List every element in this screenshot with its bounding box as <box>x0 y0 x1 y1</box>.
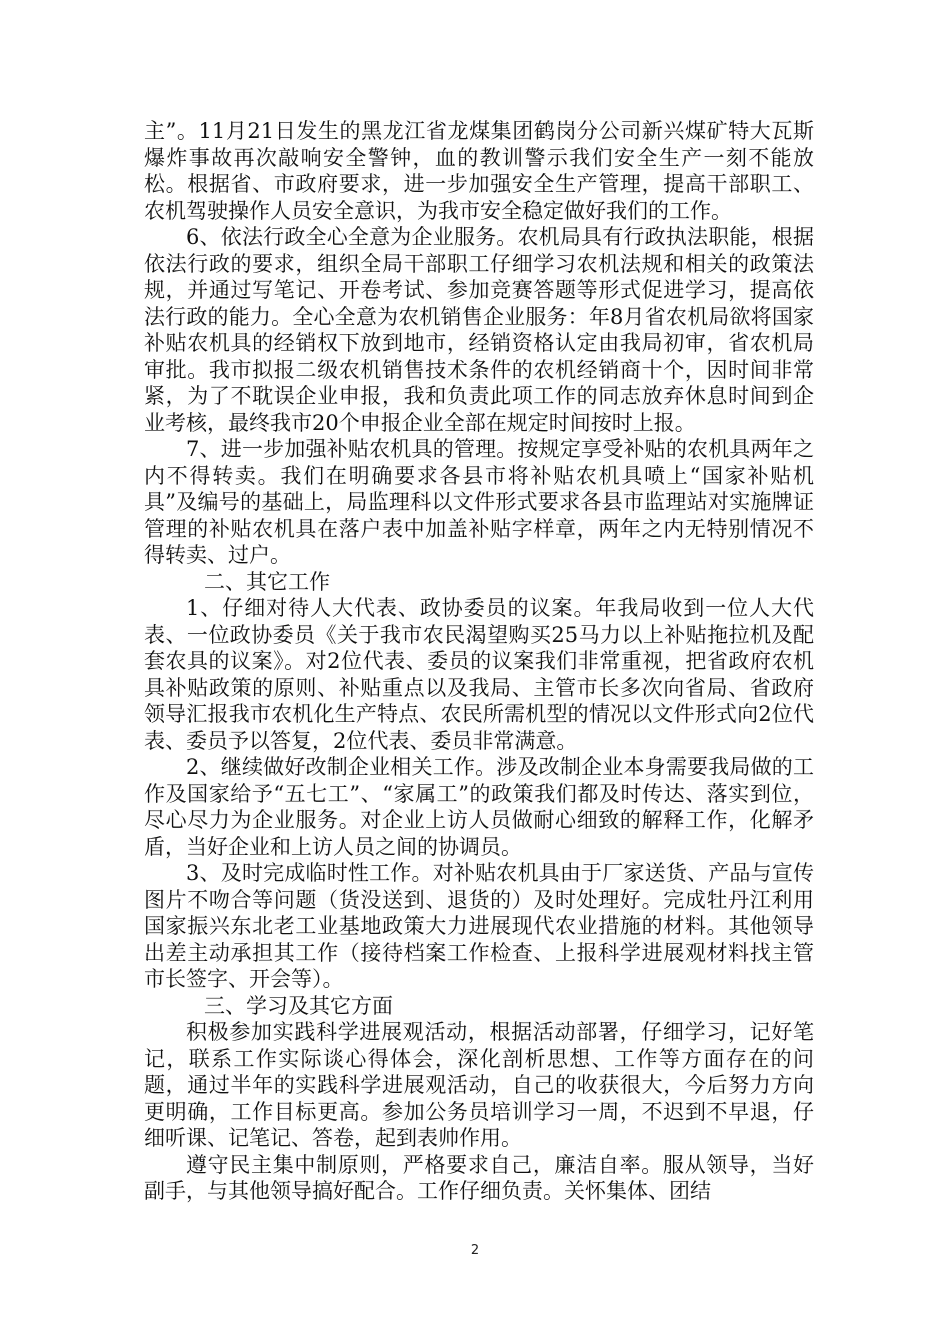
paragraph-other-2: 2、继续做好改制企业相关工作。涉及改制企业本身需要我局做的工作及国家给予“五七工”、“家属工”的政策我们都及时传达、落实到位，尽心尽力为企业服务。对企业上访人员做耐心细致的解释工作，化解矛盾，当好企业和上访人员之间的协调员。 <box>144 755 814 859</box>
paragraph-discipline: 遵守民主集中制原则，严格要求自己，廉洁自率。服从领导，当好副手，与其他领导搞好配合。工作仔细负责。关怀集体、团结 <box>144 1152 814 1203</box>
body-text <box>144 118 814 1205</box>
paragraph-study: 积极参加实践科学进展观活动，根据活动部署，仔细学习，记好笔记，联系工作实际谈心得体会，深化剖析思想、工作等方面存在的问题，通过半年的实践科学进展观活动，自己的收获很大，今后努力方向更明确，工作目标更高。参加公务员培训学习一周，不迟到不早退，仔细听课、记笔记、答卷，起到表帅作用。 <box>144 1020 814 1150</box>
paragraph-item-7: 7、进一步加强补贴农机具的管理。按规定享受补贴的农机具两年之内不得转卖。我们在明确要求各县市将补贴农机具喷上“国家补贴机具”及编号的基础上，局监理科以文件形式要求各县市监理站对实施牌证管理的补贴农机具在落户表中加盖补贴字样章，两年之内无特别情况不得转卖、过户。 <box>144 437 814 567</box>
paragraph-continuation: 主”。11月21日发生的黑龙江省龙煤集团鹤岗分公司新兴煤矿特大瓦斯爆炸事故再次敲响安全警钟，血的教训警示我们安全生产一刻不能放松。根据省、市政府要求，进一步加强安全生产管理，提高干部职工、农机驾驶操作人员安全意识，为我市安全稳定做好我们的工作。 <box>144 119 814 223</box>
paragraph-other-1: 1、仔细对待人大代表、政协委员的议案。年我局收到一位人大代表、一位政协委员《关于我市农民渴望购买25马力以上补贴拖拉机及配套农具的议案》。对2位代表、委员的议案我们非常重视，把省政府农机具补贴政策的原则、补贴重点以及我局、主管市长多次向省局、省政府领导汇报我市农机化生产特点、农民所需机型的情况以文件形式向2位代表、委员予以答复，2位代表、委员非常满意。 <box>144 596 814 753</box>
section-heading-2: 二、其它工作 <box>204 569 330 594</box>
section-heading-3: 三、学习及其它方面 <box>204 993 393 1018</box>
page-number: 2 <box>470 1243 480 1258</box>
paragraph-other-3: 3、及时完成临时性工作。对补贴农机具由于厂家送货、产品与宣传图片不吻合等问题（货没送到、退货的）及时处理好。完成牡丹江利用国家振兴东北老工业基地政策大力进展现代农业措施的材料。其他领导出差主动承担其工作（接待档案工作检查、上报科学进展观材料找主管市长签字、开会等）。 <box>144 861 814 991</box>
paragraph-item-6: 6、依法行政全心全意为企业服务。农机局具有行政执法职能，根据依法行政的要求，组织全局干部职工仔细学习农机法规和相关的政策法规，并通过写笔记、开卷考试、参加竞赛答题等形式促进学习，提高依法行政的能力。全心全意为农机销售企业服务：年8月省农机局欲将国家补贴农机具的经销权下放到地市，经销资格认定由我局初审，省农机局审批。我市拟报二级农机销售技术条件的农机经销商十个，因时间非常紧，为了不耽误企业申报，我和负责此项工作的同志放弃休息时间到企业考核，最终我市20个申报企业全部在规定时间按时上报。 <box>144 225 814 435</box>
